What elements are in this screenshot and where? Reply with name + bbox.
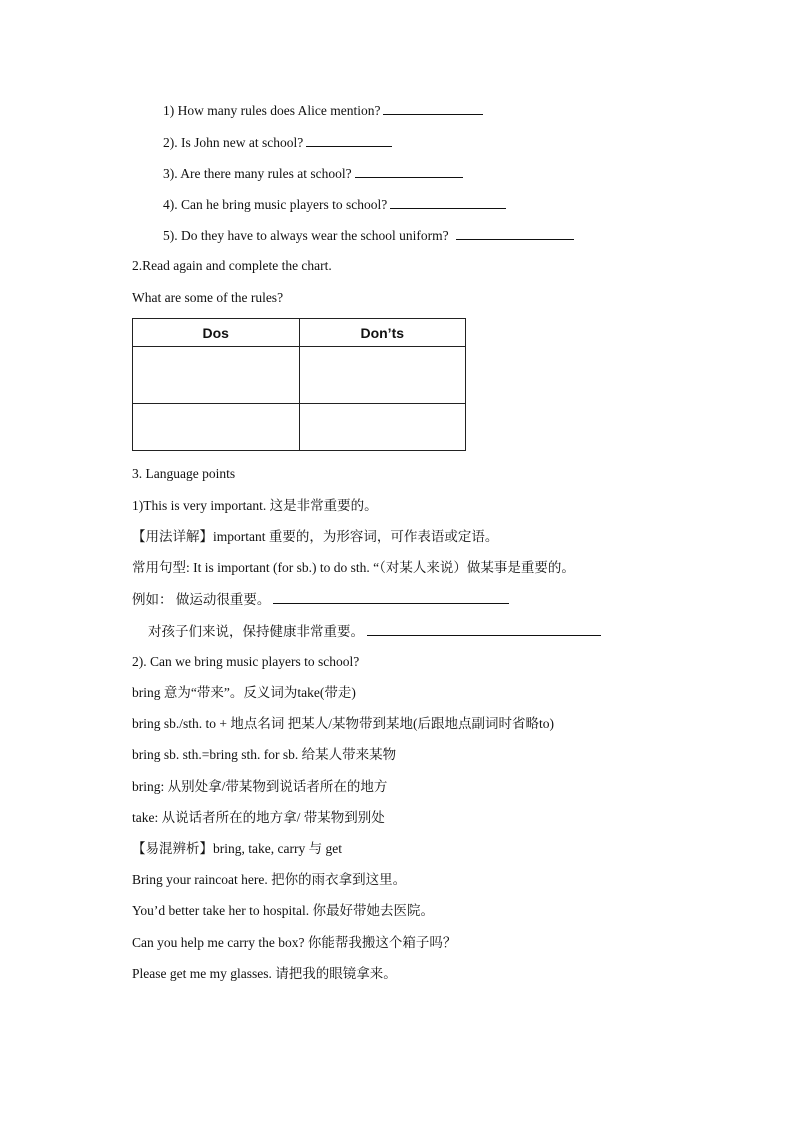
chart-cell[interactable] [299,347,466,404]
answer-blank [355,164,463,178]
answer-blank [273,590,509,604]
question-1 [163,101,483,120]
bring-pattern-1: bring sb./sth. to + 地点名词 把某人/某物带到某地(后跟地点副词时省略to) [132,716,554,731]
chart-header-donts: Don’ts [299,319,466,347]
answer-blank [367,622,601,636]
answer-blank [306,133,392,147]
example-carry: Can you help me carry the box? 你能帮我搬这个箱子吗？ [132,935,457,950]
question-5 [163,226,574,245]
usage-note: 【用法详解】important 重要的，为形容词，可作表语或定语。 [132,529,499,544]
chart-cell[interactable] [133,347,300,404]
bring-pattern-2: bring sb. sth.=bring sth. for sb. 给某人带来某物 [132,747,397,762]
bring-meaning: bring 意为“带来”。反义词为take(带走) [132,685,356,700]
section-2-heading: 2.Read again and complete the chart. [132,258,332,273]
example-get: Please get me my glasses. 请把我的眼镜拿来。 [132,966,397,981]
language-point-2: 2). Can we bring music players to school? [132,654,360,669]
question-4 [163,195,506,214]
section-2-prompt: What are some of the rules? [132,290,284,305]
chart-cell[interactable] [299,404,466,451]
bring-definition: bring: 从别处拿/带某物到说话者所在的地方 [132,779,388,794]
example-1-text: 例如： 做运动很重要。 [132,592,271,607]
sentence-pattern: 常用句型: It is important (for sb.) to do sth. “（对某人来说）做某事是重要的。 [132,560,575,575]
chart-cell[interactable] [133,404,300,451]
example-take: You’d better take her to hospital. 你最好带她去医院。 [132,903,434,918]
question-1-text: 1) How many rules does Alice mention? [163,103,381,118]
answer-blank [383,101,483,115]
chart-header-dos: Dos [133,319,300,347]
question-5-text: 5). Do they have to always wear the school uniform? [163,228,449,243]
answer-blank [456,226,574,240]
answer-blank [390,195,506,209]
rules-chart [132,318,466,451]
confusion-note: 【易混辨析】bring, take, carry 与 get [132,841,342,856]
question-4-text: 4). Can he bring music players to school? [163,197,388,212]
example-2-text: 对孩子们来说，保持健康非常重要。 [148,624,364,639]
question-2 [163,133,392,152]
question-3 [163,164,463,183]
take-definition: take: 从说话者所在的地方拿/ 带某物到别处 [132,810,385,825]
language-point-1: 1)This is very important. 这是非常重要的。 [132,498,378,513]
question-2-text: 2). Is John new at school? [163,135,304,150]
example-2 [148,622,601,641]
section-3-heading: 3. Language points [132,466,236,481]
example-bring: Bring your raincoat here. 把你的雨衣拿到这里。 [132,872,407,887]
example-1 [132,590,509,609]
question-3-text: 3). Are there many rules at school? [163,166,352,181]
